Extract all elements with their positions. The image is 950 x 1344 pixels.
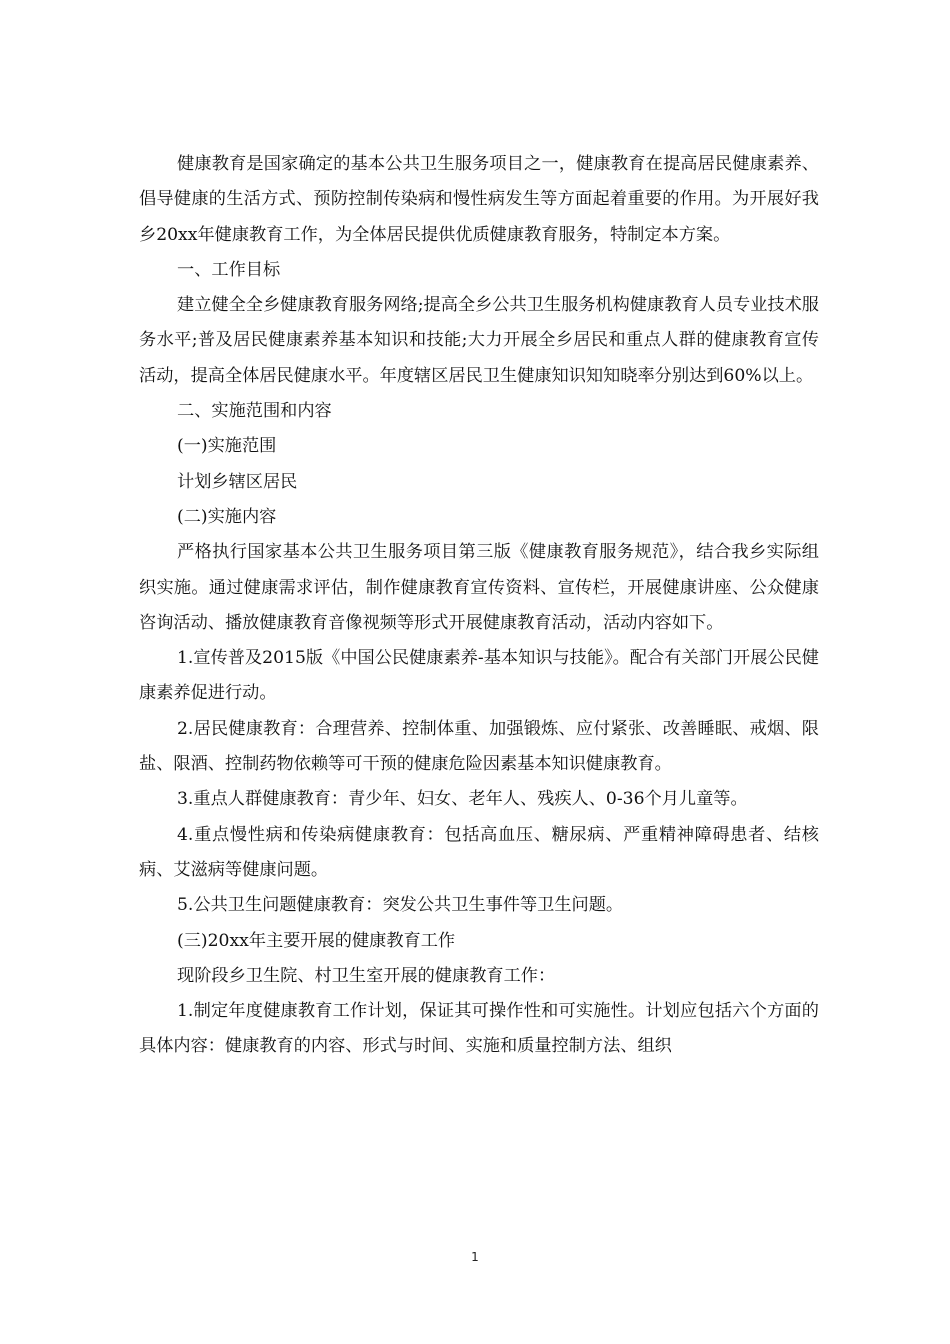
page-number: 1	[471, 1250, 479, 1264]
section-heading-goals: 一、工作目标	[177, 259, 281, 280]
list-item-5: 5.公共卫生问题健康教育：突发公共卫生事件等卫生问题。	[177, 895, 624, 916]
subheading-scope: (一)实施范围	[177, 436, 277, 457]
scope-paragraph: 计划乡辖区居民	[177, 471, 298, 492]
content-paragraph: 严格执行国家基本公共卫生服务项目第三版《健康教育服务规范》，结合我乡实际组织实施。通过健康需求评估，制作健康教育宣传资料、宣传栏，开展健康讲座、公众健康咨询活动、播放健康教育音像视频等形式开展健康教育活动，活动内容如下。	[139, 542, 819, 633]
document-body	[139, 147, 819, 1065]
main-work-intro: 现阶段乡卫生院、村卫生室开展的健康教育工作：	[177, 965, 556, 986]
intro-paragraph: 健康教育是国家确定的基本公共卫生服务项目之一，健康教育在提高居民健康素养、倡导健康的生活方式、预防控制传染病和慢性病发生等方面起着重要的作用。为开展好我乡20xx年健康教育工作，为全体居民提供优质健康教育服务，特制定本方案。	[139, 154, 819, 245]
subheading-content: (二)实施内容	[177, 506, 277, 527]
main-work-item-1: 1.制定年度健康教育工作计划，保证其可操作性和可实施性。计划应包括六个方面的具体内容：健康教育的内容、形式与时间、实施和质量控制方法、组织	[139, 1001, 819, 1057]
list-item-2: 2.居民健康教育：合理营养、控制体重、加强锻炼、应付紧张、改善睡眠、戒烟、限盐、限酒、控制药物依赖等可干预的健康危险因素基本知识健康教育。	[139, 718, 819, 775]
goals-paragraph: 建立健全全乡健康教育服务网络;提高全乡公共卫生服务机构健康教育人员专业技术服务水平;普及居民健康素养基本知识和技能;大力开展全乡居民和重点人群的健康教育宣传活动，提高全体居民健康水平。年度辖区居民卫生健康知识知知晓率分别达到60%以上。	[139, 295, 819, 386]
list-item-3: 3.重点人群健康教育：青少年、妇女、老年人、残疾人、0-36个月儿童等。	[177, 789, 748, 810]
list-item-1: 1.宣传普及2015版《中国公民健康素养-基本知识与技能》。配合有关部门开展公民健康素养促进行动。	[139, 648, 819, 704]
subheading-main-work: (三)20xx年主要开展的健康教育工作	[177, 930, 456, 951]
list-item-4: 4.重点慢性病和传染病健康教育：包括高血压、糖尿病、严重精神障碍患者、结核病、艾滋病等健康问题。	[139, 824, 819, 880]
section-heading-scope: 二、实施范围和内容	[177, 401, 332, 422]
